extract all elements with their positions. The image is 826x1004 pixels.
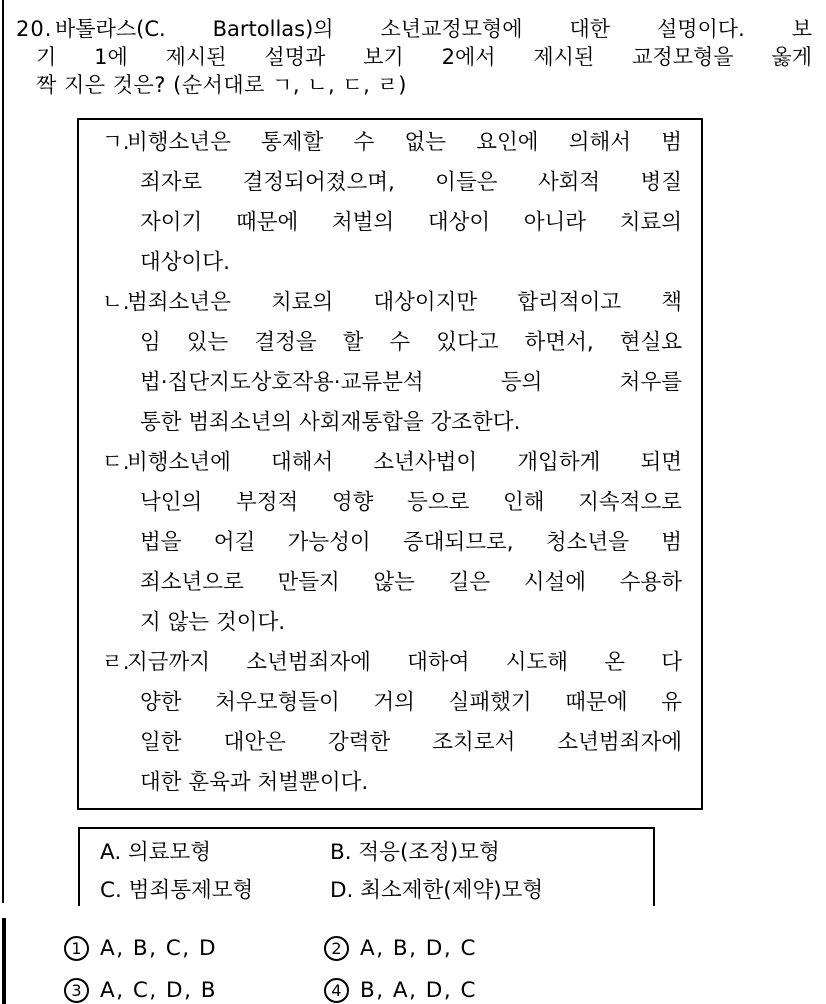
- statement-d-line: 비행소년에 대해서 소년사법이 개입하게 되면: [127, 450, 682, 475]
- answer-option-4-text: B, A, D, C: [360, 978, 478, 1003]
- statement-d-line: 죄소년으로 만들지 않는 길은 시설에 수용하: [140, 570, 682, 595]
- statement-g-line: 자이기 때문에 처벌의 대상이 아니라 치료의: [140, 210, 682, 235]
- statement-n-line: 임 있는 결정을 할 수 있다고 하면서, 현실요: [140, 330, 682, 355]
- statement-marker-g: ㄱ.: [102, 130, 130, 155]
- statement-r-line: 지금까지 소년범죄자에 대하여 시도해 온 다: [127, 650, 682, 675]
- question-text-line-2: 기 1에 제시된 설명과 보기 2에서 제시된 교정모형을 옳게: [36, 45, 812, 69]
- statement-marker-n: ㄴ.: [102, 290, 130, 315]
- circled-number-3-icon: 3: [64, 978, 89, 1003]
- statement-n-line: 통한 범죄소년의 사회재통합을 강조한다.: [140, 410, 521, 435]
- statement-n-line: 법·집단지도상호작용·교류분석 등의 처우를: [140, 370, 682, 395]
- model-a-label: A. 의료모형: [100, 840, 212, 865]
- statement-g-line: 비행소년은 통제할 수 없는 요인에 의해서 범: [127, 130, 682, 155]
- model-d-label: D. 최소제한(제약)모형: [330, 878, 544, 903]
- statement-marker-d: ㄷ.: [102, 450, 130, 475]
- answer-option-3-text: A, C, D, B: [100, 978, 218, 1003]
- circled-number-4-icon: 4: [324, 978, 349, 1003]
- statement-r-line: 일한 대안은 강력한 조치로서 소년범죄자에: [140, 730, 682, 755]
- model-c-label: C. 범죄통제모형: [100, 878, 254, 903]
- models-box: [78, 827, 655, 906]
- column-divider-line-top: [2, 0, 4, 903]
- statements-box: [77, 118, 703, 810]
- statement-marker-r: ㄹ.: [102, 650, 130, 675]
- statement-d-line: 낙인의 부정적 영향 등으로 인해 지속적으로: [140, 490, 682, 515]
- answer-option-4[interactable]: [324, 978, 477, 1003]
- statement-r-line: 양한 처우모형들이 거의 실패했기 때문에 유: [140, 690, 682, 715]
- question-number: 20.: [16, 17, 53, 41]
- statement-r-line: 대한 훈육과 처벌뿐이다.: [140, 770, 369, 795]
- answer-option-2[interactable]: [324, 936, 477, 961]
- circled-number-2-icon: 2: [324, 936, 349, 961]
- question-text-line-1: 바톨라스(C. Bartollas)의 소년교정모형에 대한 설명이다. 보: [55, 17, 812, 41]
- answer-option-2-text: A, B, D, C: [360, 936, 478, 961]
- statement-d-line: 법을 어길 가능성이 증대되므로, 청소년을 범: [140, 530, 682, 555]
- circled-number-1-icon: 1: [64, 936, 89, 961]
- column-divider-line-bottom: [2, 918, 6, 1004]
- model-b-label: B. 적응(조정)모형: [330, 840, 500, 865]
- statement-d-line: 지 않는 것이다.: [140, 610, 286, 635]
- answer-option-1[interactable]: [64, 936, 217, 961]
- statement-n-line: 범죄소년은 치료의 대상이지만 합리적이고 책: [127, 290, 682, 315]
- question-text-line-3: 짝 지은 것은? (순서대로 ㄱ, ㄴ, ㄷ, ㄹ): [36, 73, 408, 97]
- answer-option-1-text: A, B, C, D: [100, 936, 218, 961]
- statement-g-line: 죄자로 결정되어졌으며, 이들은 사회적 병질: [140, 170, 682, 195]
- answer-option-3[interactable]: [64, 978, 217, 1003]
- statement-g-line: 대상이다.: [140, 250, 230, 275]
